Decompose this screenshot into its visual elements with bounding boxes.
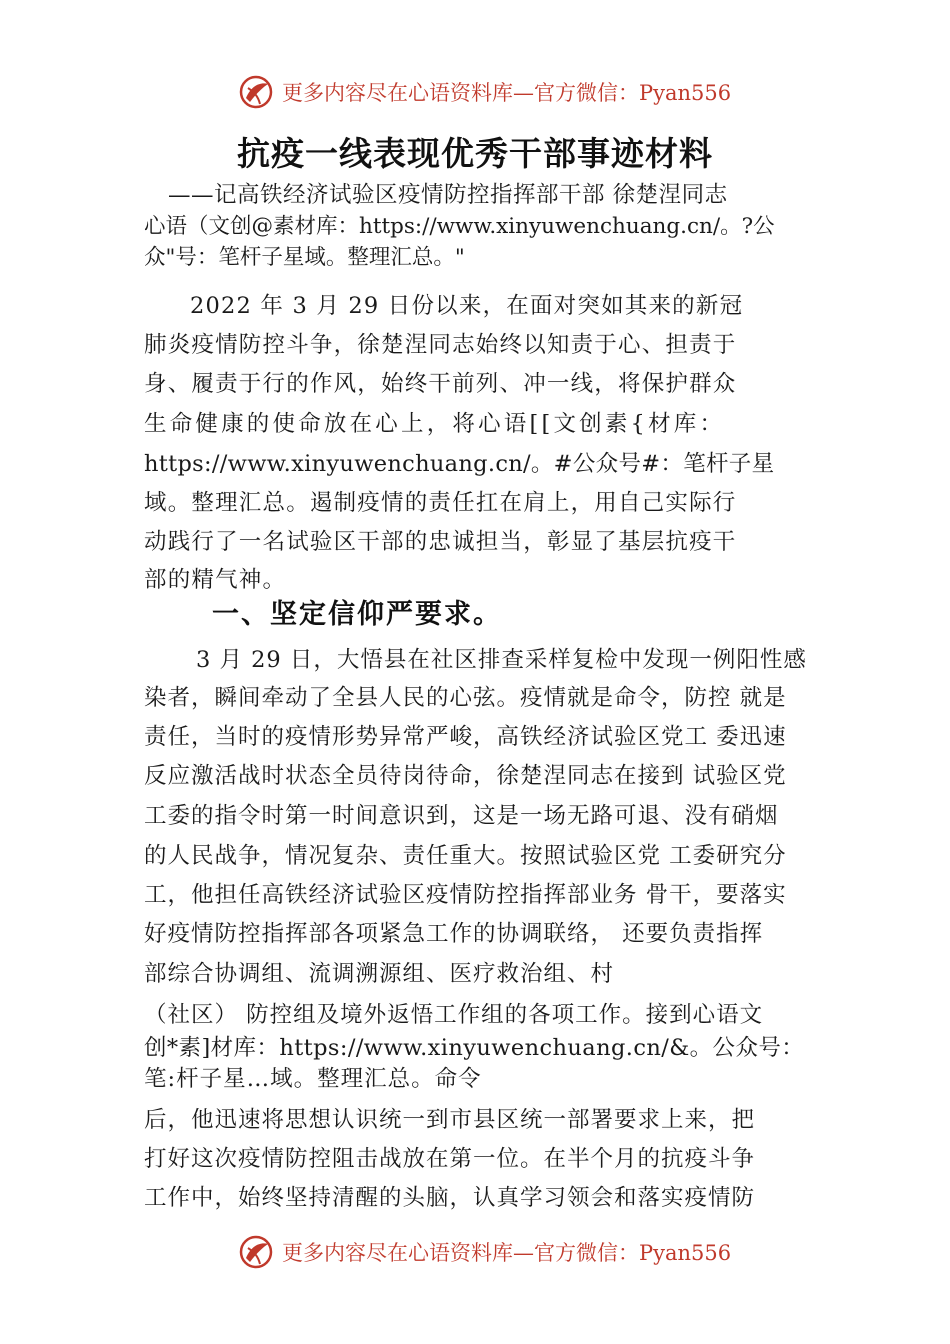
source-line: 心语（文创@素材库：https://www.xinyuwenchuang.cn/。?公	[144, 214, 775, 239]
paragraph-line: 身、履责于行的作风，始终干前列、冲一线，将保护群众	[144, 371, 737, 397]
paragraph-line: 反应激活战时状态全员待岗待命，徐楚涅同志在接到 试验区党	[144, 763, 787, 789]
paragraph-line: 好疫情防控指挥部各项紧急工作的协调联络， 还要负责指挥	[144, 921, 764, 947]
paragraph-line: 域。整理汇总。遏制疫情的责任扛在肩上，用自己实际行	[144, 490, 737, 516]
paragraph-line: https://www.xinyuwenchuang.cn/。#公众号#：笔杆子星	[144, 451, 775, 477]
paragraph-line: 部的精气神。	[144, 567, 287, 593]
footer-banner[interactable]	[238, 1230, 738, 1274]
paragraph-line: 动践行了一名试验区干部的忠诚担当，彰显了基层抗疫干	[144, 529, 737, 555]
source-line: 众"号：笔杆子星域。整理汇总。"	[144, 245, 465, 270]
paragraph-line: 染者，瞬间牵动了全县人民的心弦。疫情就是命令，防控 就是	[144, 685, 787, 711]
paragraph-line: 笔:杆子星…域。整理汇总。命令	[144, 1066, 482, 1092]
paragraph-line: 工委的指令时第一时间意识到，这是一场无路可退、没有硝烟	[144, 803, 779, 829]
section-heading: 一、坚定信仰严要求。	[212, 599, 502, 630]
leaf-swirl-logo-icon	[238, 1234, 274, 1270]
paragraph-line: 后，他迅速将思想认识统一到市县区统一部署要求上来，把	[144, 1107, 756, 1133]
paragraph-line: 的人民战争，情况复杂、责任重大。按照试验区党 工委研究分	[144, 843, 787, 869]
banner-text: 更多内容尽在心语资料库—官方微信：Pyan556	[282, 81, 732, 105]
document-subtitle: ——记高铁经济试验区疫情防控指挥部干部 徐楚涅同志	[168, 182, 728, 208]
banner-text: 更多内容尽在心语资料库—官方微信：Pyan556	[282, 1241, 732, 1265]
paragraph-line: 生命健康的使命放在心上，将心语[[文创素{材库：	[144, 411, 726, 437]
paragraph-line: （社区） 防控组及境外返悟工作组的各项工作。接到心语文	[144, 1002, 764, 1028]
paragraph-line: 2022 年 3 月 29 日份以来，在面对突如其来的新冠	[190, 293, 744, 319]
paragraph-line: 肺炎疫情防控斗争，徐楚涅同志始终以知责于心、担责于	[144, 332, 737, 358]
paragraph-line: 3 月 29 日，大悟县在社区排查采样复检中发现一例阳性感	[196, 647, 807, 673]
leaf-swirl-logo-icon	[238, 74, 274, 110]
paragraph-line: 责任，当时的疫情形势异常严峻，高铁经济试验区党工 委迅速	[144, 724, 787, 750]
paragraph-line: 打好这次疫情防控阻击战放在第一位。在半个月的抗疫斗争	[144, 1146, 756, 1172]
paragraph-line: 工作中，始终坚持清醒的头脑，认真学习领会和落实疫情防	[144, 1185, 756, 1211]
paragraph-line: 部综合协调组、流调溯源组、医疗救治组、村	[144, 961, 615, 987]
header-banner[interactable]	[238, 70, 738, 114]
paragraph-line: 工，他担任高铁经济试验区疫情防控指挥部业务 骨干，要落实	[144, 882, 787, 908]
document-title: 抗疫一线表现优秀干部事迹材料	[237, 134, 713, 173]
paragraph-line: 创*素]材库：https://www.xinyuwenchuang.cn/&。公众号：	[144, 1035, 805, 1061]
